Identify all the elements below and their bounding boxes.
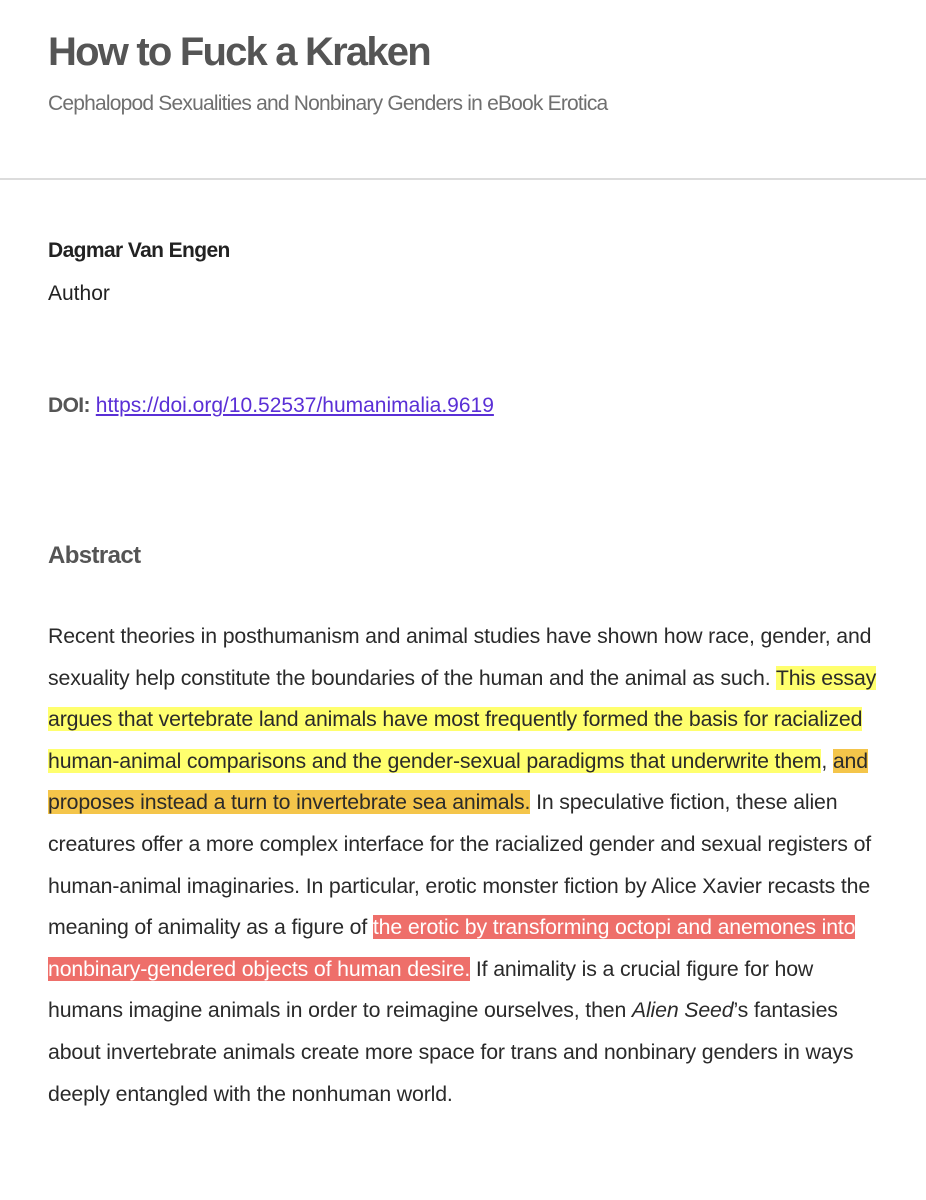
doi-line [48, 394, 494, 418]
doi-label: DOI: [48, 394, 90, 417]
highlight-orange: and proposes instead a turn to invertebrate sea animals. [48, 748, 868, 815]
abstract-segment: , [821, 748, 833, 773]
article-title: How to Fuck a Kraken [48, 30, 430, 74]
article-header [0, 0, 926, 180]
abstract-segment: ’s fantasies about invertebrate animals create more space for trans and nonbinary genders in ways deeply entangled with the nonhuman world. [48, 998, 854, 1106]
abstract-text [48, 616, 888, 1115]
doi-link[interactable]: https://doi.org/10.52537/humanimalia.9619 [95, 394, 494, 417]
author-name[interactable]: Dagmar Van Engen [48, 239, 230, 262]
book-title: Alien Seed [631, 998, 734, 1023]
abstract-segment: If animality is a crucial figure for how humans imagine animals in order to reimagine ourselves, then [48, 956, 814, 1023]
abstract-heading: Abstract [48, 542, 141, 569]
highlight-yellow: This essay argues that vertebrate land animals have most frequently formed the basis for racialized human-animal comparisons and the gender-sexual paradigms that underwrite them [48, 665, 877, 773]
abstract-segment: In speculative fiction, these alien creatures offer a more complex interface for the racialized gender and sexual registers of human-animal imaginaries. In particular, erotic monster fiction by Alice Xavier recasts the meaning of animality as a figure of [48, 790, 872, 940]
abstract-segment: Recent theories in posthumanism and animal studies have shown how race, gender, and sexuality help constitute the boundaries of the human and the animal as such. [48, 624, 872, 690]
article-subtitle: Cephalopod Sexualities and Nonbinary Genders in eBook Erotica [48, 92, 608, 115]
author-role: Author [48, 282, 110, 305]
highlight-red: the erotic by transforming octopi and anemones into nonbinary-gendered objects of human desire. [48, 915, 856, 981]
